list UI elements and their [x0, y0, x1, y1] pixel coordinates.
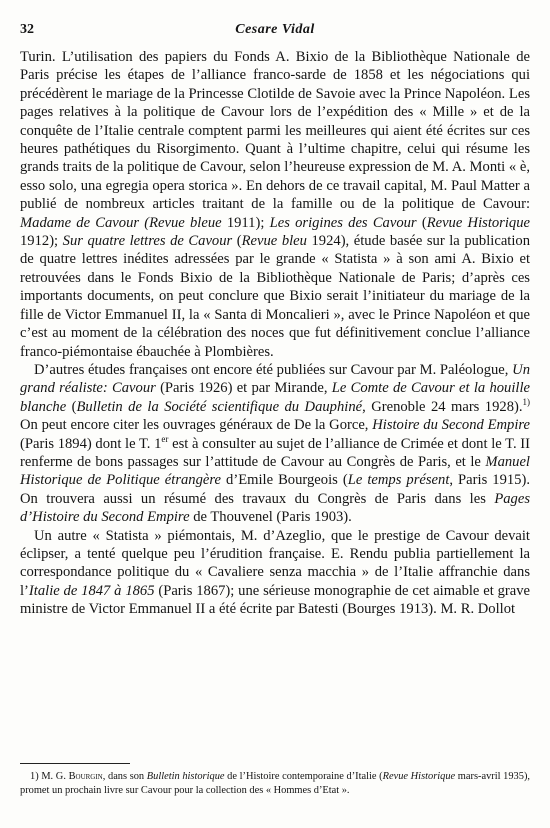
italic-run: Italie de 1847 à 1865	[28, 582, 155, 599]
text-run: 1911);	[221, 214, 270, 231]
text-run: mars-avril 1935), promet un prochain livre sur Cavour pour la collection des « Hommes d’Etat ».	[20, 771, 530, 796]
text-run: , Paris 1915). On trouvera aussi un résumé des travaux du Congrès de Paris dans les	[20, 472, 530, 507]
text-run: (Paris 1926) et par Mirande,	[155, 380, 332, 397]
italic-run: Les origines des Cavour	[269, 214, 417, 231]
text-run: 1912);	[20, 233, 63, 250]
italic-run: Revue bleu	[241, 233, 307, 250]
text-run: Un autre « Statista » piémontais, M. d’Azeglio, que le prestige de Cavour devait éclipser, a tenté quelque peu l’érudition française. E. Rendu publia partiellement la correspondance politique du « Cavaliere senza macchia » de l’Italie affranchie dans l’	[20, 527, 530, 599]
text-run: , dans son	[102, 771, 147, 782]
italic-run: Madame de Cavour (Revue bleue	[20, 214, 222, 231]
paragraph-2	[20, 361, 530, 527]
italic-run: Un grand réaliste: Cavour	[20, 361, 530, 397]
italic-run: Manuel Historique de Politique étrangère	[20, 453, 530, 489]
footnote-separator	[20, 763, 130, 764]
italic-run: Revue Historique	[382, 771, 456, 782]
text-run: de Thouvenel (Paris 1903).	[189, 509, 352, 526]
italic-run: Sur quatre lettres de Cavour	[62, 233, 233, 250]
text-run: Turin. L’utilisation des papiers du Fonds A. Bixio de la Bibliothèque Nationale de Paris précise les étapes de l’alliance franco-sarde de 1858 et les négociations qui précédèrent le mariage de la Princesse Clotilde de Savoie avec la Prince Napoléon. Les pages relatives à la politique de Cavour lors de l’expédition des « Mille » et de la conquête de l’Italie centrale comptent parmi les meilleures qui aient été écrites sur ces heures pathétiques du Risorgimento. Quant à l’ultime chapitre, celui qui résume les grands traits de la politique de Cavour, selon l’heureuse expression de M. A. Monti « è, esso solo, una egregia opera storica ». En dehors de ce travail capital, M. Paul Matter a publié de nombreux articles traitant de la famille ou de la politique de Cavour:	[20, 49, 530, 213]
italic-run: Le Comte de Cavour et la houille blanche	[20, 380, 530, 415]
footnote-1	[20, 770, 530, 797]
text-run: (Paris 1894) dont le T. 1	[20, 435, 162, 452]
page-number: 32	[20, 22, 34, 37]
italic-run: Histoire du Second Empire	[372, 417, 530, 434]
footnote-marker: 1)	[522, 396, 531, 407]
italic-run: Bulletin historique	[146, 771, 225, 782]
text-run: d’Emile Bourgeois (	[221, 472, 348, 489]
footnote-marker: er	[161, 433, 169, 444]
body-text	[20, 48, 530, 619]
text-run: D’autres études françaises ont encore été publiées sur Cavour par M. Paléologue,	[34, 361, 513, 378]
running-title: Cesare Vidal	[235, 22, 315, 37]
page-header	[20, 22, 530, 42]
text-run: 1) M. G.	[30, 771, 69, 782]
text-run: (	[66, 398, 77, 415]
italic-run: Pages d’Histoire du Second Empire	[20, 490, 530, 526]
text-run: 1924), étude basée sur la publication de quatre lettres inédites adressées par le grande « Statista » à son ami A. Bixio et retrouvées dans le Fonds Bixio de la Bibliothèque Nationale de Paris; d’après ces importants documents, on peut conclure que Bixio serait l’initiateur du mariage de la fille de Victor Emmanuel II, la « Santa di Moncalieri », avec le Prince Napoléon et que c’est au moment de la célébration des noces que fut définitivement conclue l’alliance franco-piémontaise ébauchée à Plombières.	[20, 233, 530, 360]
italic-run: Revue Historique	[426, 214, 530, 231]
paragraph-1	[20, 48, 530, 361]
text-run: , Grenoble 24 mars 1928).	[362, 398, 523, 415]
text-run: de l’Histoire contemporaine d’Italie (	[224, 771, 383, 782]
italic-run: Bulletin de la Société scientifique du Dauphiné	[76, 398, 363, 415]
italic-run: Le temps présent	[347, 472, 450, 489]
text-run: (	[416, 214, 427, 231]
text-run: On peut encore citer les ouvrages généraux de De la Gorce,	[20, 417, 373, 434]
paragraph-3	[20, 527, 530, 619]
text-run: (	[232, 233, 242, 250]
text-run: est à consulter au sujet de l’alliance de Crimée et dont le T. II renferme de bons passages sur l’attitude de Cavour au Congrès de Paris, et le	[20, 435, 530, 470]
small-caps-run: Bourgin	[68, 771, 103, 782]
text-run: (Paris 1867); une sérieuse monographie de cet aimable et grave ministre de Victor Emmanuel II a été écrite par Batesti (Bourges 1913). M. R. Dollot	[20, 582, 531, 618]
